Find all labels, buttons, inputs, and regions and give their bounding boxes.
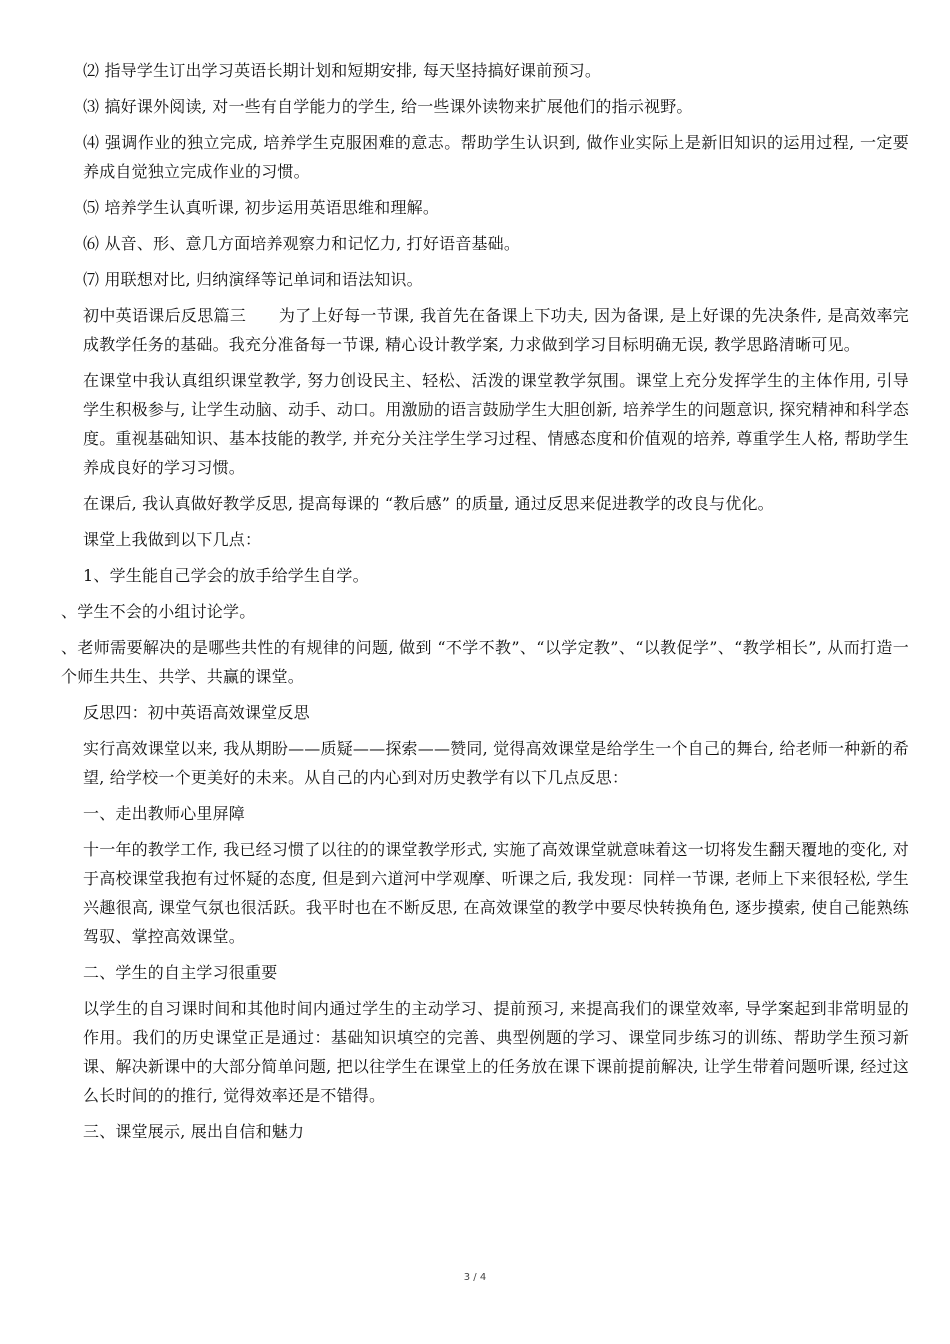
section-reflection-three: 初中英语课后反思篇三 为了上好每一节课, 我首先在备课上下功夫, 因为备课, 是上好课的先决条件, 是高效率完成教学任务的基础。我充分准备每一节课, 精心设计教学案, 力求做到学习目标明确无误, 教学思路清晰可见。 xyxy=(83,306,909,354)
paragraph-points-intro: 课堂上我做到以下几点： xyxy=(83,530,262,549)
document-body xyxy=(61,56,909,1153)
list-item-point-3: 、老师需要解决的是哪些共性的有规律的问题, 做到 “不学不教”、“以学定教”、“以教促学”、“教学相长”, 从而打造一个师生共生、共学、共赢的课堂。 xyxy=(61,638,909,686)
paragraph-section-two: 以学生的自习课时间和其他时间内通过学生的主动学习、提前预习, 来提高我们的课堂效率, 导学案起到非常明显的作用。我们的历史课堂正是通过：基础知识填空的完善、典型例题的学习、课堂同步练习的训练、帮助学生预习新课、解决新课中的大部分简单问题, 把以往学生在课堂上的任务放在课下课前提前解决, 让学生带着问题听课, 经过这么长时间的的推行, 觉得效率还是不错得。 xyxy=(83,999,909,1105)
paragraph-item-3: ⑶ 搞好课外阅读, 对一些有自学能力的学生, 给一些课外读物来扩展他们的指示视野。 xyxy=(83,97,693,116)
paragraph-item-6: ⑹ 从音、形、意几方面培养观察力和记忆力, 打好语音基础。 xyxy=(83,234,521,253)
heading-section-two: 二、学生的自主学习很重要 xyxy=(83,963,278,982)
list-item-point-2: 、学生不会的小组讨论学。 xyxy=(61,602,256,621)
paragraph-item-5: ⑸ 培养学生认真听课, 初步运用英语思维和理解。 xyxy=(83,198,440,217)
heading-section-one: 一、走出教师心里屏障 xyxy=(83,804,246,823)
paragraph-efficient-classroom: 实行高效课堂以来, 我从期盼——质疑——探索——赞同, 觉得高效课堂是给学生一个自己的舞台, 给老师一种新的希望, 给学校一个更美好的未来。从自己的内心到对历史教学有以下几点反思： xyxy=(83,739,909,787)
paragraph-item-2: ⑵ 指导学生订出学习英语长期计划和短期安排, 每天坚持搞好课前预习。 xyxy=(83,61,602,80)
paragraph-classroom-organization: 在课堂中我认真组织课堂教学, 努力创设民主、轻松、活泼的课堂教学氛围。课堂上充分发挥学生的主体作用, 引导学生积极参与, 让学生动脑、动手、动口。用激励的语言鼓励学生大胆创新, 培养学生的问题意识, 探究精神和科学态度。重视基础知识、基本技能的教学, 并充分关注学生学习过程、情感态度和价值观的培养, 尊重学生人格, 帮助学生养成良好的学习习惯。 xyxy=(83,371,909,477)
section-reflection-four-title: 反思四：初中英语高效课堂反思 xyxy=(83,703,310,722)
heading-section-three: 三、课堂展示, 展出自信和魅力 xyxy=(83,1122,305,1141)
paragraph-item-4: ⑷ 强调作业的独立完成, 培养学生克服困难的意志。帮助学生认识到, 做作业实际上是新旧知识的运用过程, 一定要养成自觉独立完成作业的习惯。 xyxy=(83,133,909,181)
list-item-point-1: 1、学生能自己学会的放手给学生自学。 xyxy=(83,566,369,585)
paragraph-after-class: 在课后, 我认真做好教学反思, 提高每课的 “教后感” 的质量, 通过反思来促进教学的改良与优化。 xyxy=(83,494,774,513)
paragraph-section-one: 十一年的教学工作, 我已经习惯了以往的的课堂教学形式, 实施了高效课堂就意味着这一切将发生翻天覆地的变化, 对于高校课堂我抱有过怀疑的态度, 但是到六道河中学观摩、听课之后, 我发现：同样一节课, 老师上下来很轻松, 学生兴趣很高, 课堂气氛也很活跃。我平时也在不断反思, 在高效课堂的教学中要尽快转换角色, 逐步摸索, 使自己能熟练驾驭、掌控高效课堂。 xyxy=(83,840,909,946)
paragraph-item-7: ⑺ 用联想对比, 归纳演绎等记单词和语法知识。 xyxy=(83,270,423,289)
page-number: 3 / 4 xyxy=(463,1272,487,1283)
